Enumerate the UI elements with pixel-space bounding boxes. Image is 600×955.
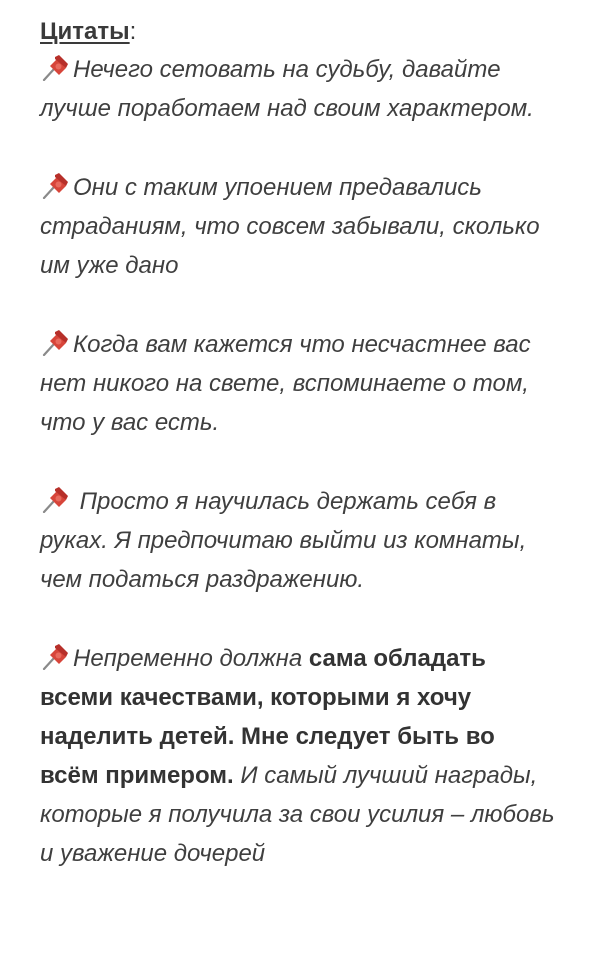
heading — [40, 14, 600, 50]
quote-3-text: Когда вам кажется что несчастнее вас нет никого на свете, вспоминаете о том, что у вас есть. — [40, 331, 531, 436]
quote-4-text: Просто я научилась держать себя в руках. Я предпочитаю выйти из комнаты, чем податься раздражению. — [40, 488, 527, 593]
quote-4 — [40, 482, 560, 599]
pushpin-icon — [40, 173, 70, 199]
quote-3 — [40, 325, 560, 442]
quote-1 — [40, 50, 560, 128]
pushpin-icon — [40, 55, 70, 81]
quote-2-text: Они с таким упоением предавались страданиям, что совсем забывали, сколько им уже дано — [40, 174, 540, 279]
pushpin-icon — [40, 330, 70, 356]
quote-5-text-bold: сама обладать всеми качествами, которыми я хочу наделить детей. Мне следует быть во всём примером. — [40, 645, 495, 789]
pushpin-icon — [40, 487, 70, 513]
quote-2 — [40, 168, 560, 285]
quote-5 — [40, 639, 560, 873]
heading-colon: : — [129, 18, 137, 45]
quote-5-text-after: И самый лучший награды, которые я получила за свои усилия – любовь и уважение дочерей — [40, 762, 555, 867]
quote-5-text-before: Непременно должна — [73, 645, 309, 672]
quote-1-text: Нечего сетовать на судьбу, давайте лучше поработаем над своим характером. — [40, 56, 534, 122]
pushpin-icon — [40, 644, 70, 670]
heading-title: Цитаты — [40, 18, 130, 45]
